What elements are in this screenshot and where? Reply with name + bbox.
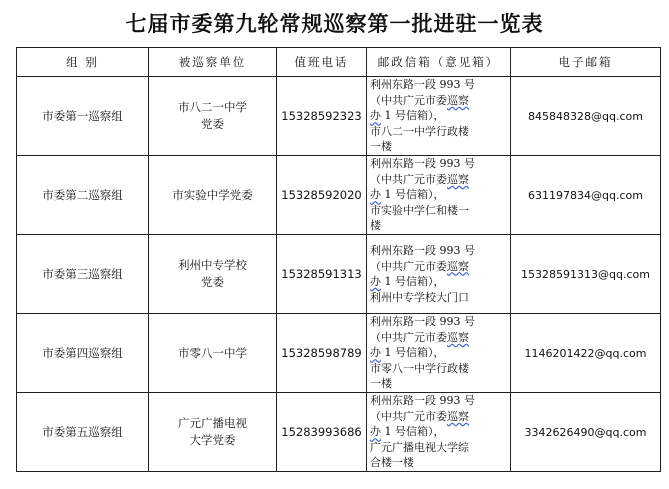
postbox-line: 市八二一中学行政楼	[370, 124, 469, 138]
header-phone: 值班电话	[277, 48, 367, 77]
table-row	[17, 314, 661, 393]
cell-phone: 15328591313	[277, 235, 367, 314]
spellcheck-underline: 办	[370, 425, 381, 439]
table-row	[17, 235, 661, 314]
spellcheck-underline: 办	[370, 275, 381, 288]
unit-line: 大学党委	[189, 433, 236, 447]
cell-unit	[149, 156, 277, 235]
postbox-line: 合楼一楼	[370, 456, 414, 470]
cell-phone: 15328592020	[277, 156, 367, 235]
unit-line: 市八二一中学	[178, 100, 247, 114]
spellcheck-underline: 巡察	[447, 330, 469, 344]
spellcheck-underline: 巡察	[447, 409, 469, 423]
unit-line: 市实验中学党委	[172, 187, 253, 202]
postbox-line: 一楼	[370, 377, 392, 391]
cell-group: 市委第五巡察组	[17, 393, 149, 472]
cell-postbox	[367, 235, 511, 314]
cell-phone: 15328598789	[277, 314, 367, 393]
document-title: 七届市委第九轮常规巡察第一批进驻一览表	[125, 11, 544, 36]
cell-postbox	[367, 314, 511, 393]
unit-line: 党委	[201, 275, 224, 289]
postbox-line: （中共广元市委巡察	[370, 93, 469, 107]
unit-line: 广元广播电视	[178, 416, 247, 430]
postbox-line: 办 1 号信箱），	[370, 188, 445, 202]
postbox-line: 办 1 号信箱），	[370, 425, 445, 439]
header-postbox: 邮政信箱（意见箱）	[367, 48, 511, 77]
postbox-line: （中共广元市委巡察	[370, 259, 469, 273]
postbox-line: 市零八一中学行政楼	[370, 361, 469, 375]
postbox-line: 办 1 号信箱），	[370, 109, 445, 123]
cell-unit	[149, 235, 277, 314]
postbox-line: 办 1 号信箱），	[370, 346, 445, 360]
cell-email: 15328591313@qq.com	[511, 235, 661, 314]
header-email: 电子邮箱	[511, 48, 661, 77]
postbox-line: 利州东路一段 993 号	[370, 394, 475, 408]
cell-email: 1146201422@qq.com	[511, 314, 661, 393]
spellcheck-underline: 办	[370, 188, 381, 202]
postbox-line: 市实验中学仁和楼一	[370, 203, 469, 217]
table-body	[17, 77, 661, 472]
postbox-line: 广元广播电视大学综	[370, 440, 469, 454]
spellcheck-underline: 巡察	[447, 172, 469, 186]
spellcheck-underline: 巡察	[447, 93, 469, 107]
header-group: 组 别	[17, 48, 149, 77]
cell-group: 市委第四巡察组	[17, 314, 149, 393]
cell-email: 845848328@qq.com	[511, 77, 661, 156]
header-unit: 被巡察单位	[149, 48, 277, 77]
postbox-line: 利州东路一段 993 号	[370, 157, 475, 171]
cell-phone: 15283993686	[277, 393, 367, 472]
unit-line: 党委	[201, 117, 224, 131]
header-row	[17, 48, 661, 77]
patrol-table	[16, 47, 661, 472]
postbox-line: 利州东路一段 993 号	[370, 315, 475, 329]
postbox-line: （中共广元市委巡察	[370, 330, 469, 344]
postbox-line: （中共广元市委巡察	[370, 409, 469, 423]
cell-email: 3342626490@qq.com	[511, 393, 661, 472]
table-row	[17, 156, 661, 235]
postbox-line: 利州东路一段 993 号	[370, 244, 475, 257]
cell-postbox	[367, 77, 511, 156]
spellcheck-underline: 办	[370, 346, 381, 360]
cell-email: 631197834@qq.com	[511, 156, 661, 235]
spellcheck-underline: 办	[370, 109, 381, 123]
postbox-line: 办 1 号信箱），	[370, 275, 445, 288]
unit-line: 利州中专学校	[178, 258, 247, 272]
postbox-line: 利州中专学校大门口	[370, 290, 469, 304]
table-row	[17, 393, 661, 472]
postbox-line: 利州东路一段 993 号	[370, 78, 475, 92]
unit-line: 市零八一中学	[178, 345, 247, 360]
cell-group: 市委第一巡察组	[17, 77, 149, 156]
table-row	[17, 77, 661, 156]
cell-unit	[149, 393, 277, 472]
postbox-line: 一楼	[370, 140, 392, 154]
cell-group: 市委第二巡察组	[17, 156, 149, 235]
postbox-line: 楼	[370, 219, 381, 233]
cell-unit	[149, 314, 277, 393]
cell-postbox	[367, 393, 511, 472]
cell-postbox	[367, 156, 511, 235]
cell-group: 市委第三巡察组	[17, 235, 149, 314]
cell-phone: 15328592323	[277, 77, 367, 156]
cell-unit	[149, 77, 277, 156]
postbox-line: （中共广元市委巡察	[370, 172, 469, 186]
spellcheck-underline: 巡察	[447, 259, 469, 273]
